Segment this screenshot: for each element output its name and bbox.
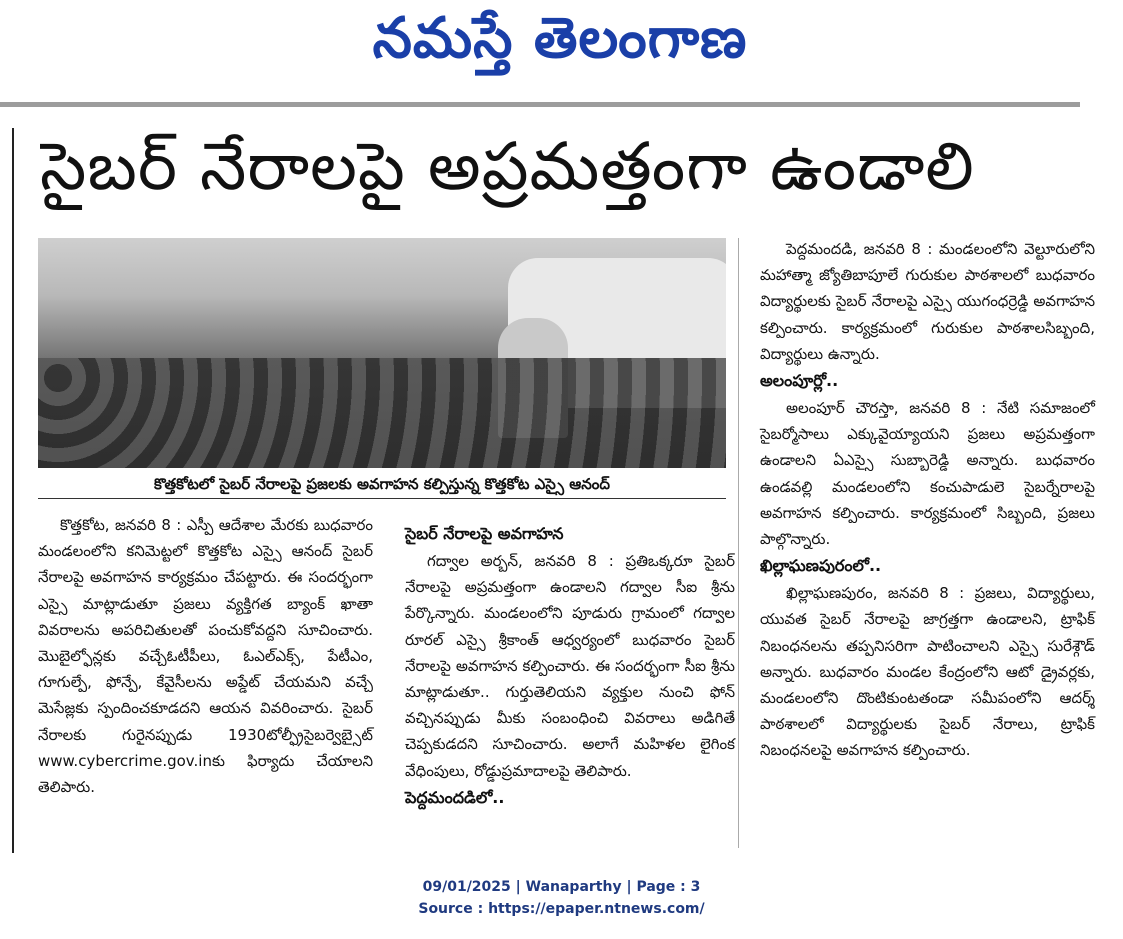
column-2: [405, 520, 735, 812]
article-paragraph: పెద్దమందడి, జనవరి 8 : మండలంలోని వెల్టూరులోని మహాత్మా జ్యోతిబాపూలే గురుకుల పాఠశాలలో బుధవారం విద్యార్థులకు సైబర్ నేరాలపై ఎస్సై యుగంధర్రెడ్డి అవగాహన కల్పించారు. కార్యక్రమంలో గురుకుల పాఠశాలసిబ్బంది, విద్యార్థులు ఉన్నారు.: [760, 240, 1095, 363]
newspaper-logo: నమస్తే తెలంగాణ: [372, 6, 748, 71]
masthead: [0, 0, 1123, 100]
article-paragraph: కొత్తకోట, జనవరి 8 : ఎస్పీ ఆదేశాల మేరకు బుధవారం మండలంలోని కనిమెట్టలో కొత్తకోట ఎస్సై ఆనంద్ సైబర్ నేరాలపై అవగాహన కార్యక్రమం చేపట్టారు. ఈ సందర్భంగా ఎస్సై మాట్లాడుతూ ప్రజలు వ్యక్తిగత బ్యాంక్ ఖాతా వివరాలను అపరిచితులతో పంచుకోవద్దని సూచించారు. మొబైల్ఫోన్లకు వచ్చేఓటీపీలు, ఓఎల్ఎక్స్, పేటీఎం, గూగుల్పే, ఫోన్పే, కేవైసీలను అప్డేట్ చేయమని వచ్చే మెసేజ్లకు స్పందించకూడదని ఆయన వివరించారు. సైబర్ నేరాలకు గురైనప్పుడు 1930టోల్ఫ్రీసైబర్వెబ్సైట్ www.cybercrime.gov.inకు ఫిర్యాదు చేయాలని తెలిపారు.: [38, 516, 373, 797]
photo-caption: కొత్తకోటలో సైబర్ నేరాలపై ప్రజలకు అవగాహన కల్పిస్తున్న కొత్తకోట ఎస్సై ఆనంద్: [38, 470, 726, 499]
news-photo: [38, 238, 726, 468]
article-paragraph: అలంపూర్ చౌరస్తా, జనవరి 8 : నేటి సమాజంలో సైబర్మోసాలు ఎక్కువైయ్యాయని ప్రజలు అప్రమత్తంగా ఉండాలని ఏఎస్సై సుబ్బారెడ్డి అన్నారు. బుధవారం ఉండవల్లి మండలంలోని కంచుపాడులె సైబర్నేరాలపై అవగాహన కల్పించారు. కార్యక్రమంలో సిబ్బంది, ప్రజలు పాల్గొన్నారు.: [760, 399, 1095, 549]
masthead-divider: [0, 102, 1080, 107]
article-paragraph: గద్వాల అర్బన్, జనవరి 8 : ప్రతిఒక్కరూ సైబర్ నేరాలపై అప్రమత్తంగా ఉండాలని గద్వాల సీఐ శ్రీను పేర్కొన్నారు. మండలంలోని పూడురు గ్రామంలో గద్వాల రూరల్ ఎస్సై శ్రీకాంత్ ఆధ్వర్యంలో బుధవారం సైబర్ నేరాలపై అవగాహన కల్పించారు. ఈ సందర్భంగా సీఐ శ్రీను మాట్లాడుతూ.. గుర్తుతెలియని వ్యక్తుల నుంచి ఫోన్ వచ్చినప్పుడు మీకు సంబంధించి వివరాలు అడిగితే చెప్పకుడదని సూచించారు. అలాగే మహిళల లైగింక వేధింపులు, రోడ్డుప్రమాదాలపై తెలిపారు.: [405, 552, 735, 780]
section-heading: అలంపూర్లో..: [760, 371, 839, 391]
article-paragraph: ఖిల్లాఘణపురం, జనవరి 8 : ప్రజలు, విద్యార్థులు, యువత సైబర్ నేరాలపై జాగ్రత్తగా ఉండాలని, ట్రాఫిక్ నిబంధనలను తప్పనిసరిగా పాటించాలని ఎస్సై సురేశ్గౌడ్ అన్నారు. బుధవారం మండల కేంద్రంలోని ఆటో డ్రైవర్లకు, మండలంలోని దొంటికుంటతండా సమీపంలోని ఆదర్శ్ పాఠశాలలో విద్యార్థులకు సైబర్ నేరాలు, ట్రాఫిక్ నిబంధనలపై అవగాహన కల్పించారు.: [760, 584, 1095, 760]
section-heading: సైబర్ నేరాలపై అవగాహన: [405, 524, 564, 543]
column-3: [760, 236, 1095, 764]
column-divider: [738, 238, 739, 848]
article-headline: సైబర్ నేరాలపై అప్రమత్తంగా ఉండాలి: [40, 128, 975, 205]
crowd-shape: [38, 358, 726, 468]
section-subheading: పెద్దమందడిలో..: [405, 787, 505, 807]
left-border-line: [12, 128, 14, 853]
section-heading: ఖిల్లాఘణపురంలో..: [760, 556, 882, 576]
column-1: [38, 512, 373, 800]
footer-source-line: Source : https://epaper.ntnews.com/: [418, 901, 705, 917]
footer-date-line: 09/01/2025 | Wanaparthy | Page : 3: [422, 879, 701, 895]
page-footer: [0, 876, 1123, 920]
